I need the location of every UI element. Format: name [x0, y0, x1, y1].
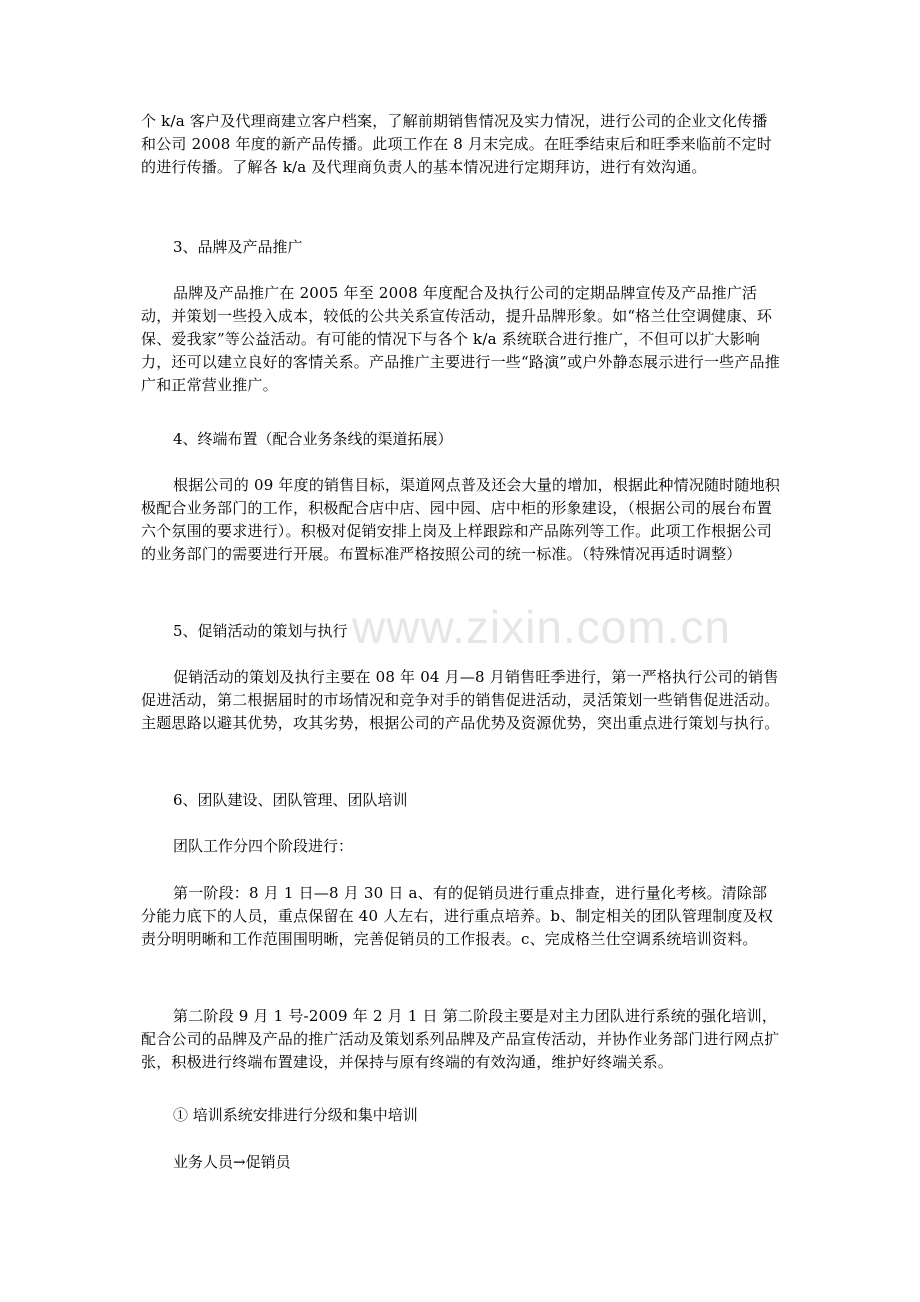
heading-team-building: 6、团队建设、团队管理、团队培训	[173, 791, 408, 809]
paragraph-training-system: ① 培训系统安排进行分级和集中培训	[173, 1106, 418, 1124]
heading-brand-promotion: 3、品牌及产品推广	[173, 238, 303, 256]
paragraph-promotion-planning: 促销活动的策划及执行主要在 08 年 04 月—8 月销售旺季进行，第一严格执行公司的销售促进活动，第二根据届时的市场情况和竞争对手的销售促进活动，灵活策划一些销售促进活动。主题思路以避其优势，攻其劣势，根据公司的产品优势及资源优势，突出重点进行策划与执行。	[141, 668, 780, 732]
heading-terminal-layout: 4、终端布置（配合业务条线的渠道拓展）	[173, 430, 453, 448]
heading-promotion-planning: 5、促销活动的策划与执行	[173, 622, 348, 640]
paragraph-brand-promotion: 品牌及产品推广在 2005 年至 2008 年度配合及执行公司的定期品牌宣传及产品推广活动，并策划一些投入成本，较低的公共关系宣传活动，提升品牌形象。如“格兰仕空调健康、环保、爱我家”等公益活动。有可能的情况下与各个 k/a 系统联合进行推广，不但可以扩大影响力，还可以建立良好的客情关系。产品推广主要进行一些“路演”或户外静态展示进行一些产品推广和正常营业推广。	[141, 284, 780, 394]
paragraph-customer-archives: 个 k/a 客户及代理商建立客户档案，了解前期销售情况及实力情况，进行公司的企业文化传播和公司 2008 年度的新产品传播。此项工作在 8 月末完成。在旺季结束后和旺季来临前不定时的进行传播。了解各 k/a 及代理商负责人的基本情况进行定期拜访，进行有效沟通。	[141, 112, 772, 176]
watermark: www.zixin.com.cn	[352, 601, 731, 653]
paragraph-business-to-promoter: 业务人员→促销员	[173, 1153, 291, 1171]
paragraph-phase-two: 第二阶段 9 月 1 号-2009 年 2 月 1 日 第二阶段主要是对主力团队进行系统的强化培训，配合公司的品牌及产品的推广活动及策划系列品牌及产品宣传活动，并协作业务部门进行网点扩张，积极进行终端布置建设，并保持与原有终端的有效沟通，维护好终端关系。	[141, 1007, 780, 1071]
paragraph-phase-one: 第一阶段：8 月 1 日—8 月 30 日 a、有的促销员进行重点排查，进行量化考核。清除部分能力底下的人员，重点保留在 40 人左右，进行重点培养。b、制定相关的团队管理制度及权责分明明晰和工作范围围明晰，完善促销员的工作报表。c、完成格兰仕空调系统培训资料。	[141, 884, 774, 948]
paragraph-terminal-layout: 根据公司的 09 年度的销售目标，渠道网点普及还会大量的增加，根据此种情况随时随地积极配合业务部门的工作，积极配合店中店、园中园、店中柜的形象建设，（根据公司的展台布置六个氛围的要求进行）。积极对促销安排上岗及上样跟踪和产品陈列等工作。此项工作根据公司的业务部门的需要进行开展。布置标准严格按照公司的统一标准。（特殊情况再适时调整）	[141, 476, 781, 563]
paragraph-team-phases-intro: 团队工作分四个阶段进行：	[173, 837, 354, 855]
